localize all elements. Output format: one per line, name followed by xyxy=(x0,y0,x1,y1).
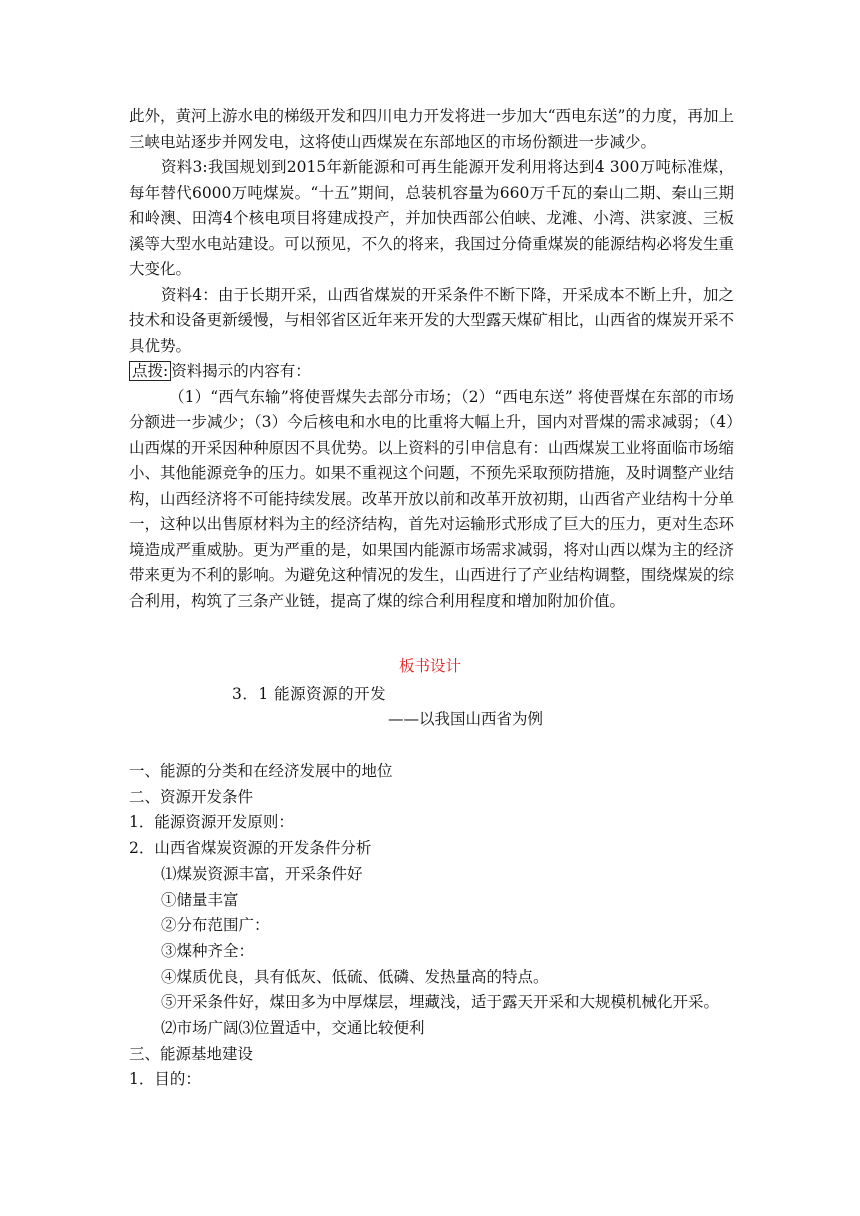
hint-label: 点拨: xyxy=(129,361,171,381)
paragraph-analysis: （1）“西气东输”将使晋煤失去部分市场；（2）“西电东送” 将使晋煤在东部的市场分额进一步减少；（3）今后核电和水电的比重将大幅上升，国内对晋煤的需求减弱；（4）山西煤的开采因种种原因不具优势。以上资料的引申信息有：山西煤炭工业将面临市场缩小、其他能源竞争的压力。如果不重视这个问题，不预先采取预防措施，及时调整产业结构，山西经济将不可能持续发展。改革开放以前和改革开放初期，山西省产业结构十分单一，这种以出售原材料为主的经济结构，首先对运输形式形成了巨大的压力，更对生态环境造成严重威胁。更为严重的是，如果国内能源市场需求减弱，将对山西以煤为主的经济带来更为不利的影响。为避免这种情况的发生，山西进行了产业结构调整，围绕煤炭的综合利用，构筑了三条产业链，提高了煤的综合利用程度和增加附加价值。 xyxy=(129,387,734,610)
outline-item: ④煤质优良，具有低灰、低硫、低磷、发热量高的特点。 xyxy=(161,967,549,986)
outline-item: ①储量丰富 xyxy=(161,890,239,909)
outline-item: ⑴煤炭资源丰富，开采条件好 xyxy=(161,864,363,883)
outline-item: 1．能源资源开发原则： xyxy=(129,813,294,832)
outline-item: ⑵市场广阔⑶位置适中，交通比较便利 xyxy=(161,1019,425,1038)
outline-item: ②分布范围广： xyxy=(161,916,270,935)
paragraph-material-3: 资料3:我国规划到2015年新能源和可再生能源开发利用将达到4 300万吨标准煤，每年替代6000万吨煤炭。“十五”期间，总装机容量为660万千瓦的秦山二期、秦山三期和岭澳、田湾4个核电项目将建成投产，并加快西部公伯峡、龙滩、小湾、洪家渡、三板溪等大型水电站建设。可以预见，不久的将来，我国过分倚重煤炭的能源结构必将发生重大变化。 xyxy=(129,158,734,278)
outline-item: 一、能源的分类和在经济发展中的地位 xyxy=(129,762,393,780)
section-title: 3．1 能源资源的开发 xyxy=(232,685,387,703)
section-subtitle: ——以我国山西省为例 xyxy=(388,710,544,728)
outline-item: 二、资源开发条件 xyxy=(129,787,254,806)
board-outline xyxy=(129,759,749,1093)
outline-item: ⑤开采条件好，煤田多为中厚煤层，埋藏浅，适于露天开采和大规模机械化开采。 xyxy=(161,993,720,1012)
outline-item: 1．目的： xyxy=(129,1070,201,1089)
outline-item: 三、能源基地建设 xyxy=(129,1044,254,1063)
paragraph-material-4: 资料4：由于长期开采，山西省煤炭的开采条件不断下降，开采成本不断上升，加之技术和设备更新缓慢，与相邻省区近年来开发的大型露天煤矿相比，山西省的煤炭开采不具优势。 xyxy=(129,285,734,355)
paragraph-1: 此外，黄河上游水电的梯级开发和四川电力开发将进一步加大“西电东送”的力度，再加上三峡电站逐步并网发电，这将使山西煤炭在东部地区的市场份额进一步减少。 xyxy=(129,107,734,151)
outline-item: ③煤种齐全： xyxy=(161,941,255,960)
outline-item: 2．山西省煤炭资源的开发条件分析 xyxy=(129,839,372,858)
paragraph-block-top xyxy=(129,104,734,614)
board-design-heading: 板书设计 xyxy=(398,657,461,675)
hint-text: 资料揭示的内容有： xyxy=(171,362,311,380)
hint-line xyxy=(129,359,734,385)
